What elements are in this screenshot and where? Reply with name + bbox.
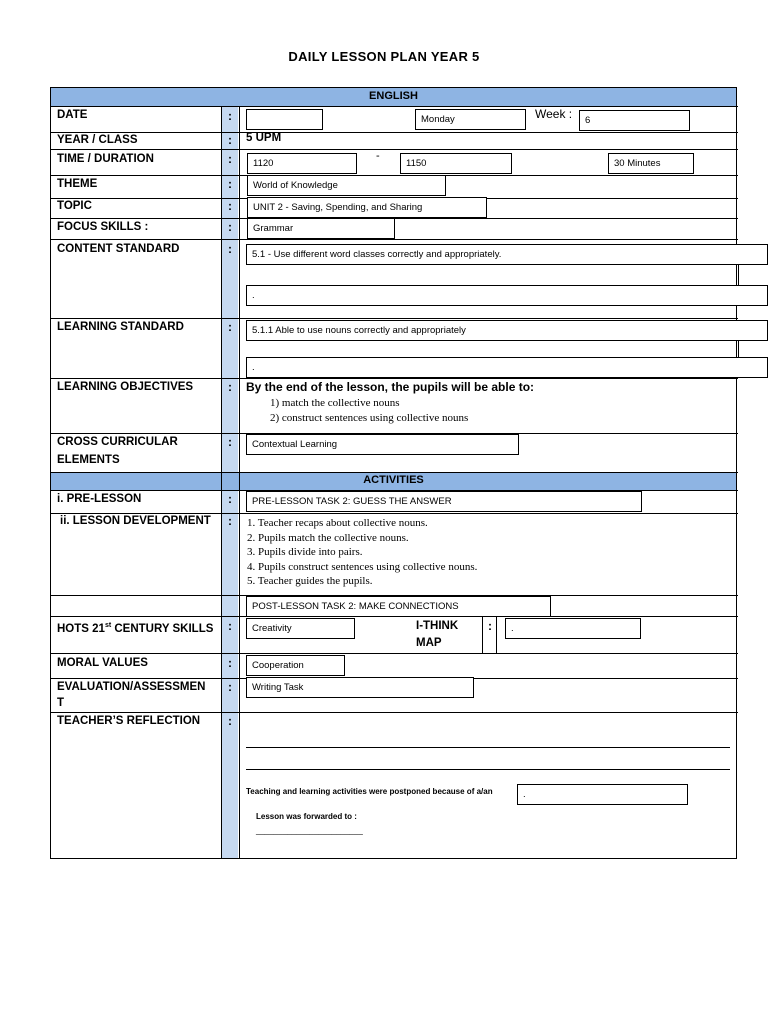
- year-class-value: 5 UPM: [246, 132, 282, 144]
- forwarded-line[interactable]: ________________________: [256, 826, 363, 835]
- duration-field[interactable]: 30 Minutes: [608, 153, 694, 174]
- week-field[interactable]: 6: [579, 110, 690, 131]
- colon: :: [228, 680, 232, 694]
- content-standard-label: CONTENT STANDARD: [57, 243, 180, 255]
- ithink-map-field[interactable]: .: [505, 618, 641, 639]
- pre-lesson-label: i. PRE-LESSON: [57, 493, 142, 505]
- colon: :: [228, 109, 232, 123]
- ithink-label-1: I-THINK: [416, 620, 459, 632]
- objectives-intro: By the end of the lesson, the pupils will be able to:: [246, 380, 535, 394]
- focus-skills-field[interactable]: Grammar: [247, 218, 395, 239]
- focus-skills-label: FOCUS SKILLS :: [57, 221, 149, 233]
- page-title: DAILY LESSON PLAN YEAR 5: [288, 49, 480, 64]
- reflection-line-1[interactable]: [246, 747, 730, 748]
- theme-field[interactable]: World of Knowledge: [247, 175, 446, 196]
- list-item: 4. Pupils construct sentences using collective nouns.: [247, 560, 478, 573]
- colon: :: [228, 714, 232, 728]
- time-start-field[interactable]: 1120: [247, 153, 357, 174]
- colon: :: [228, 656, 232, 670]
- hots-label-b: CENTURY SKILLS: [111, 622, 214, 635]
- colon: :: [228, 619, 232, 633]
- ithink-divider: [482, 616, 483, 653]
- list-item: 1. Teacher recaps about collective nouns.: [247, 517, 428, 529]
- row-divider: [51, 132, 738, 133]
- hots-label-a: HOTS 21: [57, 622, 105, 635]
- postponed-reason-field[interactable]: .: [517, 784, 688, 805]
- subject-header: ENGLISH: [369, 90, 418, 102]
- row-divider: [51, 149, 738, 150]
- colon: :: [228, 435, 232, 449]
- topic-label: TOPIC: [57, 200, 92, 212]
- colon: :: [228, 220, 232, 234]
- lesson-development-list: [247, 516, 477, 589]
- colon-column-fill-bottom: [222, 491, 238, 858]
- colon: :: [228, 492, 232, 506]
- topic-field[interactable]: UNIT 2 - Saving, Spending, and Sharing: [247, 197, 487, 218]
- ithink-divider: [496, 616, 497, 653]
- learning-standard-extra-field[interactable]: .: [246, 357, 768, 378]
- objective-item: 2) construct sentences using collective nouns: [270, 412, 469, 424]
- colon: :: [228, 152, 232, 166]
- week-label: Week :: [535, 107, 573, 121]
- colon: :: [228, 242, 232, 256]
- cross-curricular-label-1: CROSS CURRICULAR: [57, 436, 178, 448]
- learning-standard-side-line: [738, 341, 739, 357]
- list-item: 2. Pupils match the collective nouns.: [247, 531, 409, 544]
- pre-lesson-field[interactable]: PRE-LESSON TASK 2: GUESS THE ANSWER: [246, 491, 642, 512]
- evaluation-label-2: T: [57, 697, 65, 709]
- row-divider: [51, 239, 738, 240]
- column-divider: [221, 106, 222, 859]
- cross-curricular-field[interactable]: Contextual Learning: [246, 434, 519, 455]
- moral-values-label: MORAL VALUES: [57, 657, 148, 669]
- colon: :: [228, 514, 232, 528]
- activities-header: ACTIVITIES: [363, 474, 424, 486]
- content-standard-side-line: [738, 265, 739, 285]
- cross-curricular-label-2: ELEMENTS: [57, 454, 120, 466]
- colon: :: [228, 199, 232, 213]
- hots-label: [57, 618, 213, 637]
- learning-standard-label: LEARNING STANDARD: [57, 321, 184, 333]
- row-divider: [51, 653, 738, 654]
- ithink-label-2: MAP: [416, 637, 442, 649]
- learning-objectives-label: LEARNING OBJECTIVES: [57, 381, 194, 393]
- colon: :: [228, 133, 232, 147]
- date-input[interactable]: [246, 109, 323, 130]
- content-standard-field[interactable]: 5.1 - Use different word classes correctly and appropriately.: [246, 244, 768, 265]
- list-item: 3. Pupils divide into pairs.: [247, 546, 363, 558]
- evaluation-field[interactable]: Writing Task: [246, 677, 474, 698]
- year-class-label: YEAR / CLASS: [57, 134, 138, 146]
- forwarded-text: Lesson was forwarded to :: [256, 812, 357, 821]
- reflection-label: TEACHER’S REFLECTION: [57, 715, 201, 727]
- row-divider: [51, 472, 738, 473]
- hots-field[interactable]: Creativity: [246, 618, 355, 639]
- content-standard-extra-field[interactable]: .: [246, 285, 768, 306]
- moral-values-field[interactable]: Cooperation: [246, 655, 345, 676]
- colon: :: [228, 177, 232, 191]
- evaluation-label-1: EVALUATION/ASSESSMEN: [57, 681, 206, 693]
- list-item: 5. Teacher guides the pupils.: [247, 575, 373, 587]
- column-divider: [239, 106, 240, 859]
- time-end-field[interactable]: 1150: [400, 153, 512, 174]
- row-divider: [51, 106, 738, 107]
- objective-item: 1) match the collective nouns: [270, 397, 400, 409]
- colon: :: [228, 320, 232, 334]
- postponed-text: Teaching and learning activities were postponed because of a/an: [246, 787, 493, 796]
- theme-label: THEME: [57, 178, 98, 190]
- post-lesson-field[interactable]: POST-LESSON TASK 2: MAKE CONNECTIONS: [246, 596, 551, 617]
- date-label: DATE: [57, 109, 88, 121]
- reflection-line-2[interactable]: [246, 769, 730, 770]
- learning-standard-field[interactable]: 5.1.1 Able to use nouns correctly and appropriately: [246, 320, 768, 341]
- time-duration-label: TIME / DURATION: [57, 153, 154, 165]
- colon: :: [228, 380, 232, 394]
- hots-label-sup: st: [104, 622, 112, 629]
- lesson-development-label: ii. LESSON DEVELOPMENT: [60, 515, 211, 527]
- colon: :: [488, 619, 492, 633]
- day-field[interactable]: Monday: [415, 109, 526, 130]
- time-separator: -: [376, 150, 380, 162]
